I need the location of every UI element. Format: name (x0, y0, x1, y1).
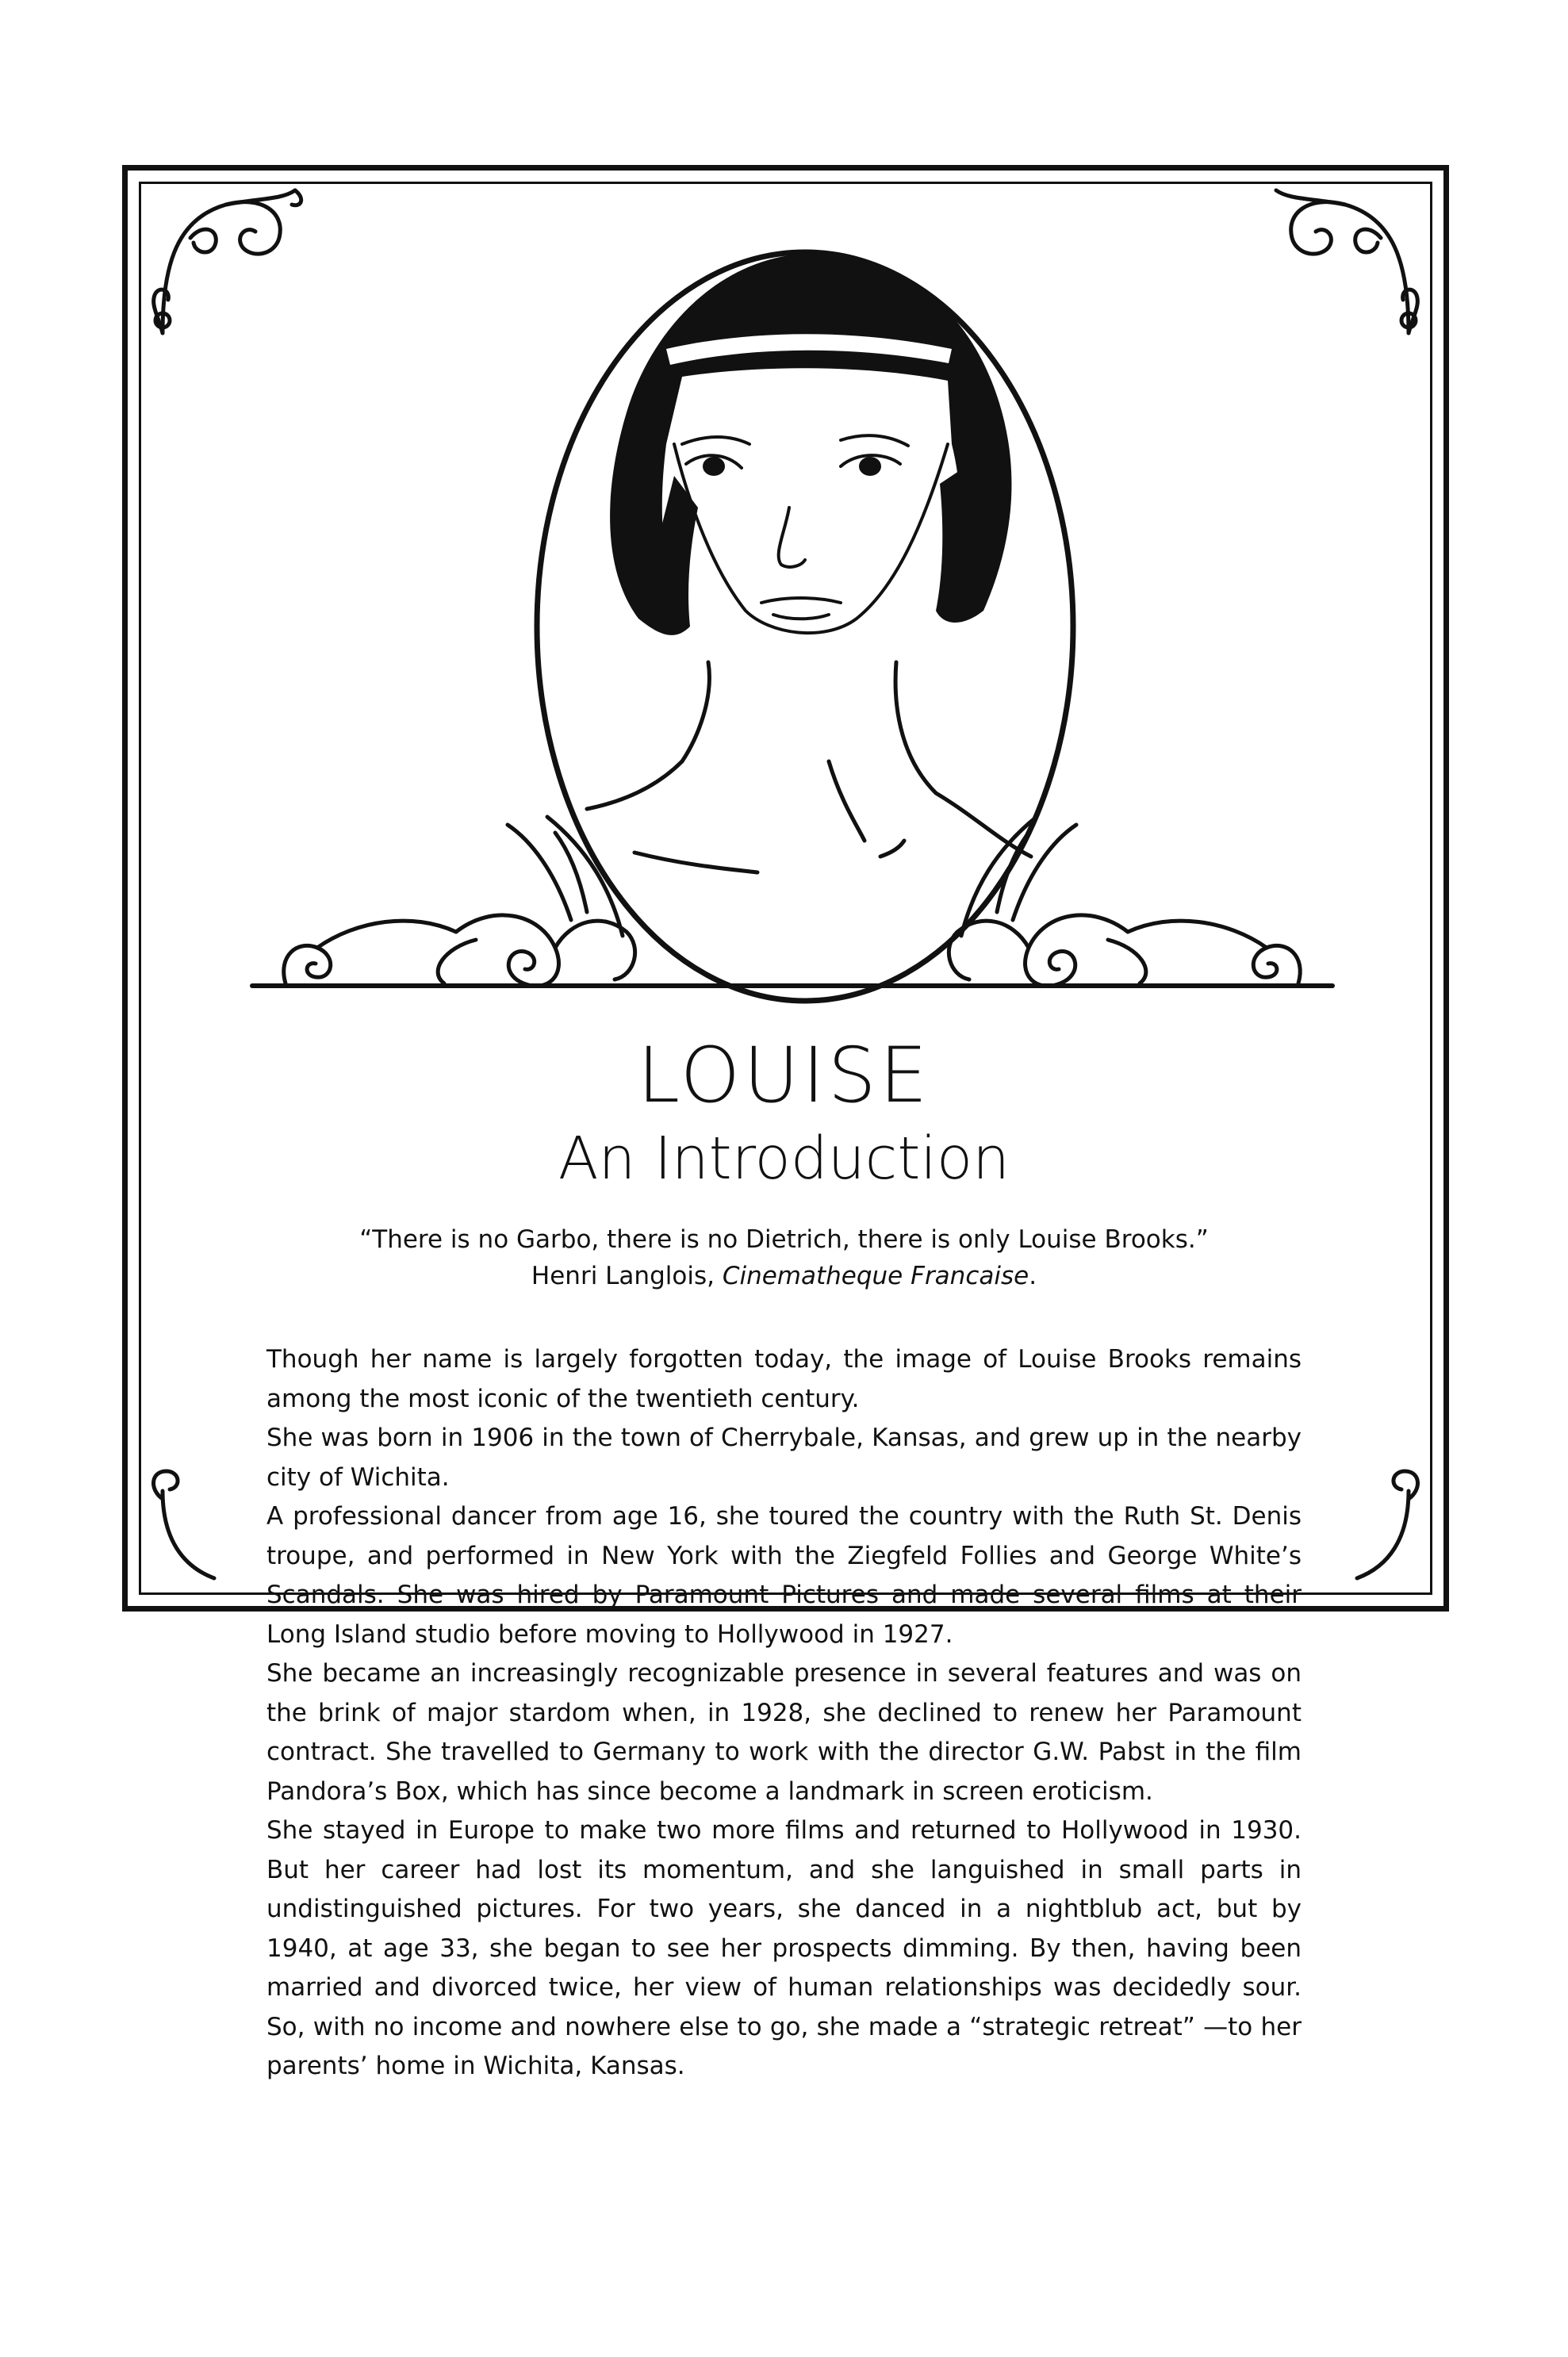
corner-flourish-top-left (154, 190, 301, 333)
paragraph: She became an increasingly recognizable presence in several features and was on the brink of major stardom when, in 1928, she declined to renew her Paramount contract. She travelled to Germany to work with the director G.W. Pabst in the film Pandora’s Box, which has since become a landmark in screen eroticism. (266, 1659, 1302, 1806)
epigraph-quote (0, 1221, 1568, 1294)
paragraph: Though her name is largely forgotten today, the image of Louise Brooks remains among the most iconic of the twentieth century. (266, 1345, 1302, 1413)
quote-text: “There is no Garbo, there is no Dietrich, there is only Louise Brooks.” (359, 1225, 1209, 1254)
attribution-name: Henri Langlois, (531, 1262, 723, 1290)
biography-text (266, 1340, 1302, 2087)
attribution-source: Cinematheque Francaise (722, 1262, 1029, 1290)
paragraph: She stayed in Europe to make two more films and returned to Hollywood in 1930. But her career had lost its momentum, and she languished in small parts in undistinguished pictures. For two years, she danced in a nightblub act, but by 1940, at age 33, she began to see her prospects dimming. By then, having been married and divorced twice, her view of human relationships was decidedly sour. So, with no income and nowhere else to go, she made a “strategic retreat” —to her parents’ home in Wichita, Kansas. (266, 1816, 1302, 2080)
corner-flourish-top-right (1276, 190, 1417, 333)
scroll-ornament-left (284, 817, 635, 986)
corner-flourish-bottom-left (154, 1471, 214, 1578)
paragraph: She was born in 1906 in the town of Cherrybale, Kansas, and grew up in the nearby city of Wichita. (266, 1424, 1302, 1492)
corner-flourish-bottom-right (1357, 1471, 1417, 1578)
neck-shoulders (587, 662, 1031, 872)
quote-attribution (0, 1258, 1568, 1294)
attribution-end: . (1029, 1262, 1037, 1290)
paragraph: A professional dancer from age 16, she toured the country with the Ruth St. Denis troupe, and performed in New York with the Ziegfeld Follies and George White’s Scandals. She was hired by Paramount Pictures and made several films at their Long Island studio before moving to Hollywood in 1927. (266, 1502, 1302, 1649)
page-title: LOUISE (637, 1031, 931, 1120)
scroll-ornament-right (949, 817, 1300, 986)
page-subtitle: An Introduction (558, 1125, 1010, 1193)
